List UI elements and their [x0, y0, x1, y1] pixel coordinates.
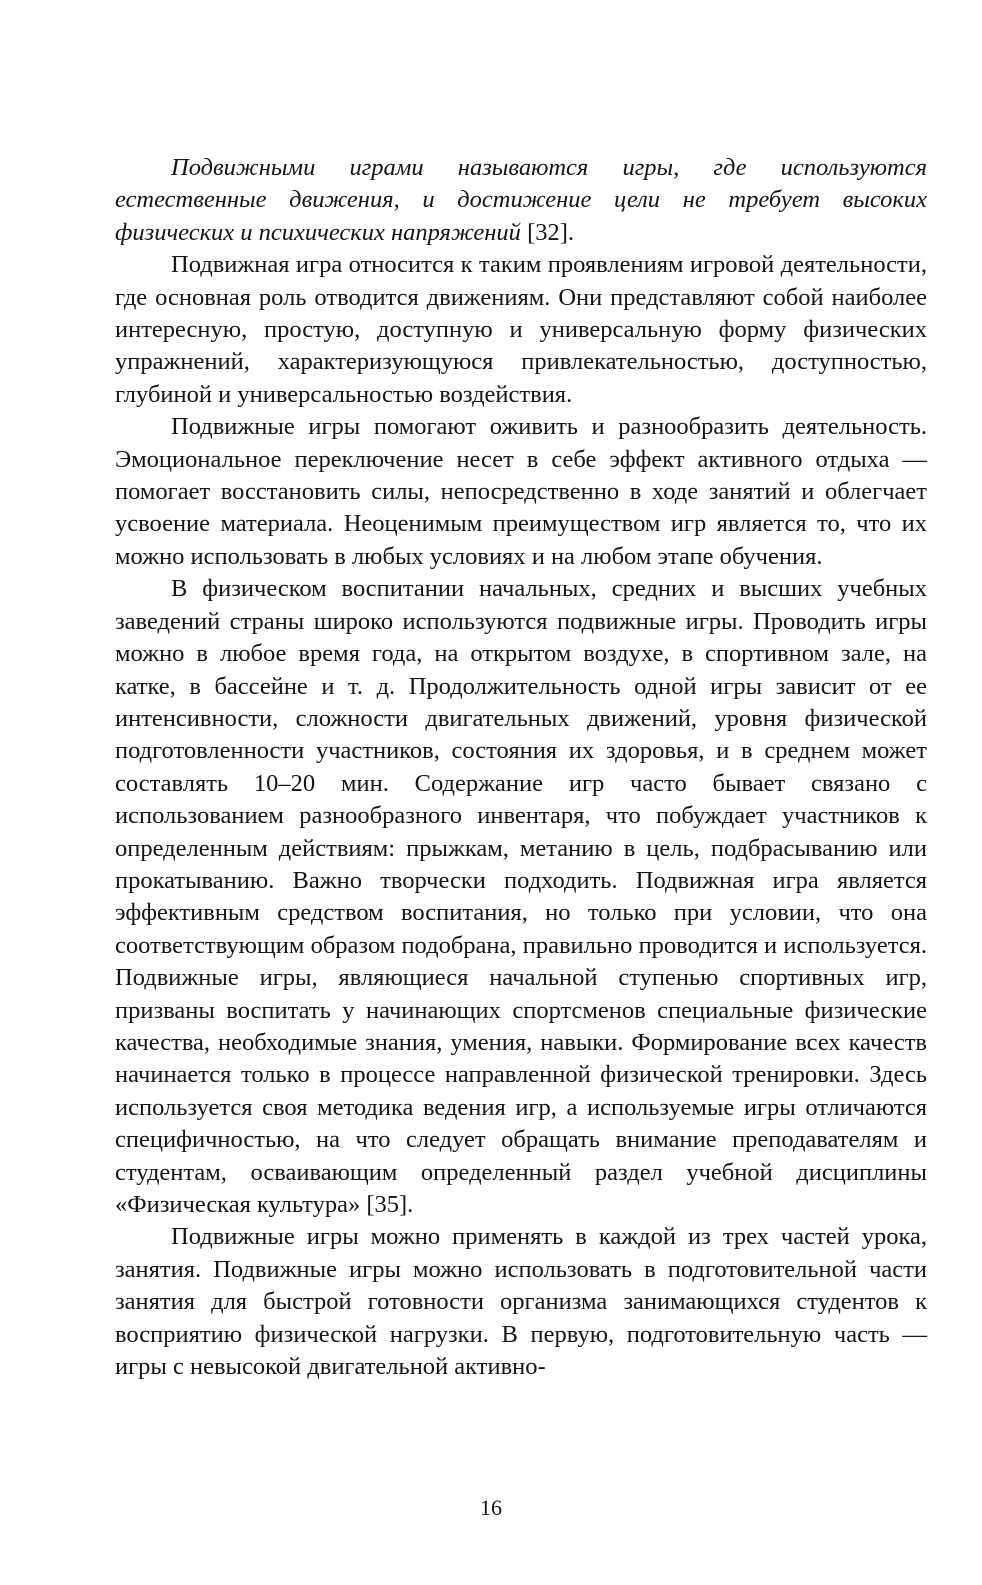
body-text — [115, 152, 927, 1383]
paragraph-3: В физическом воспитании начальных, средних и высших учебных заведений страны широко используются подвижные игры. Проводить игры можно в любое время года, на открытом воздухе, в спортивном зале, на катке, в бассейне и т. д. Продолжительность одной игры зависит от ее интенсивности, сложности двигательных движений, уровня физической подготовленности участников, состояния их здоровья, и в среднем может составлять 10–20 мин. Содержание игр часто бывает связано с использованием разнообразного инвентаря, что побуждает участников к определенным действиям: прыжкам, метанию в цель, подбрасыванию или прокатыванию. Важно творчески подходить. Подвижная игра является эффективным средством воспитания, но только при условии, что она соответствующим образом подобрана, правильно проводится и используется. Подвижные игры, являющиеся начальной ступенью спортивных игр, призваны воспитать у начинающих спортсменов специальные физические качества, необходимые знания, умения, навыки. Формирование всех качеств начинается только в процессе направленной физической тренировки. Здесь используется своя методика ведения игр, а используемые игры отличаются специфичностью, на что следует обращать внимание преподавателям и студентам, осваивающим определенный раздел учебной дисциплины «Физическая культура» [35]. — [115, 575, 927, 1218]
paragraph-2: Подвижные игры помогают оживить и разнообразить деятельность. Эмоциональное переключение несет в себе эффект активного отдыха — помогает восстановить силы, непосредственно в ходе занятий и облегчает усвоение материала. Неоценимым преимуществом игр является то, что их можно использовать в любых условиях и на любом этапе обучения. — [115, 413, 927, 570]
paragraph-4: Подвижные игры можно применять в каждой из трех частей урока, занятия. Подвижные игры можно использовать в подготовительной части занятия для быстрой готовности организма занимающихся студентов к восприятию физической нагрузки. В первую, подготовительную часть — игры с невысокой двигательной активно- — [115, 1223, 927, 1381]
definition-paragraph — [115, 152, 927, 249]
definition-italic-text: Подвижными играми называются игры, где используются естественные движения, и достижение цели не требует высоких физических и психических напряжений — [115, 154, 927, 246]
page-number: 16 — [480, 1495, 502, 1520]
paragraph-1: Подвижная игра относится к таким проявлениям игровой деятельности, где основная роль отводится движениям. Они представляют собой наиболее интересную, простую, доступную и универсальную форму физических упражнений, характеризующуюся привлекательностью, доступностью, глубиной и универсальностью воздействия. — [115, 251, 927, 408]
definition-citation: [32]. — [520, 218, 575, 246]
